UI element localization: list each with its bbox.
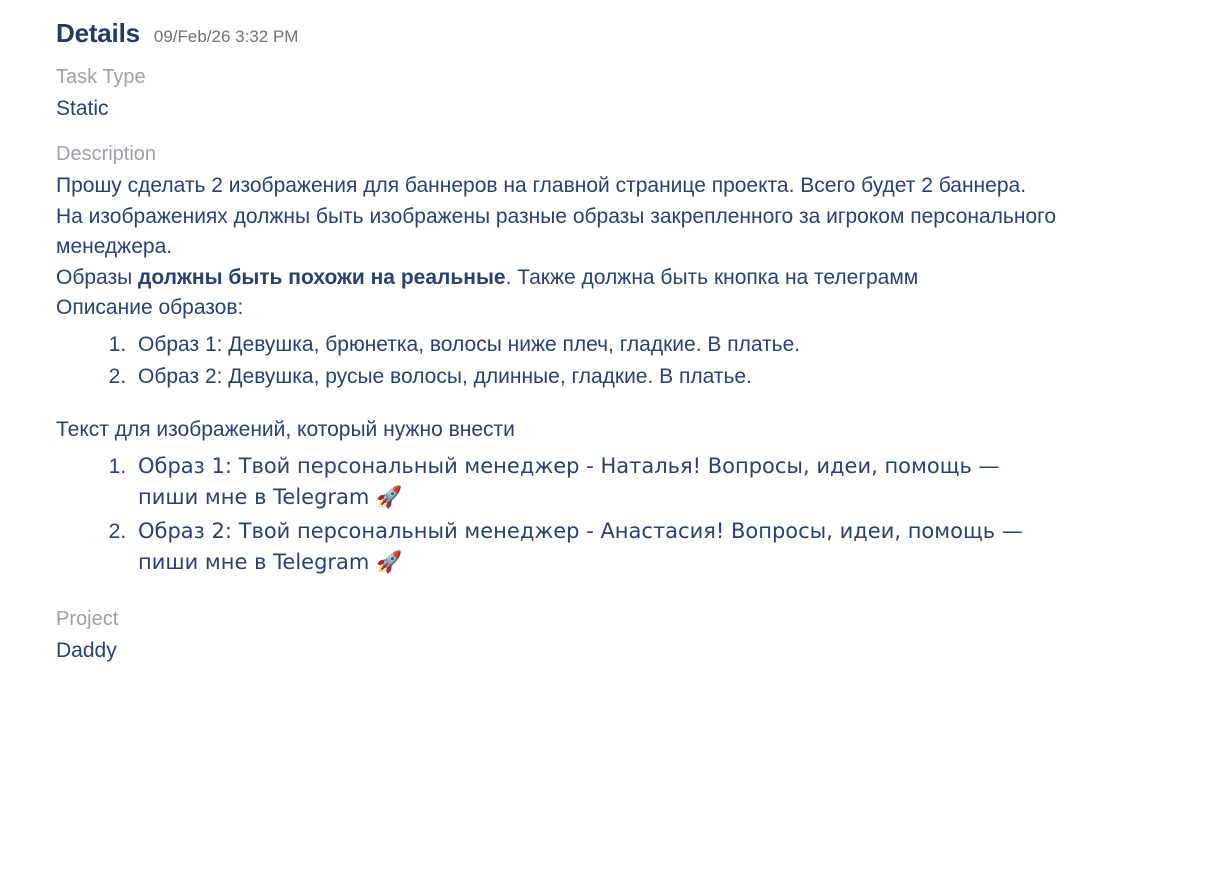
list1-intro: Описание образов: — [56, 296, 244, 320]
list-item — [132, 516, 1056, 579]
description-paragraph-emphasis — [56, 263, 1056, 293]
emphasis-after: . Также должна быть кнопка на телеграмм — [505, 265, 919, 289]
list-item-text: Образ 2: Девушка, русые волосы, длинные, гладкие. В платье. — [138, 365, 752, 389]
description-list-texts — [56, 451, 1056, 579]
list-item — [132, 362, 1056, 392]
project-value: Daddy — [56, 638, 117, 662]
description-list-images — [56, 330, 1056, 393]
description-paragraph: Прошу сделать 2 изображения для баннеров на главной странице проекта. Всего будет 2 баннера. — [56, 174, 1027, 198]
field-description — [56, 140, 1187, 578]
description-label: Description — [56, 143, 157, 166]
list-item-text: Образ 1: Девушка, брюнетка, волосы ниже плеч, гладкие. В платье. — [138, 332, 801, 356]
emphasis-bold: должны быть похожи на реальные — [138, 265, 506, 289]
field-task-type — [56, 63, 1187, 124]
page-title: Details — [56, 18, 140, 48]
description-paragraph: На изображениях должны быть изображены разные образы закрепленного за игроком персонального менеджера. — [56, 204, 1057, 259]
emphasis-before: Образы — [56, 265, 139, 289]
details-header — [56, 18, 1187, 49]
task-type-value: Static — [56, 97, 109, 120]
project-label: Project — [56, 607, 119, 630]
field-project — [56, 605, 1187, 666]
list2-intro: Текст для изображений, который нужно внести — [56, 417, 515, 441]
list-item-text: Образ 2: Твой персональный менеджер - Анастасия! Вопросы, идеи, помощь — пиши мне в Telegram 🚀 — [138, 518, 1023, 575]
task-type-label: Task Type — [56, 66, 146, 88]
list-item-text: Образ 1: Твой персональный менеджер - Наталья! Вопросы, идеи, помощь — пиши мне в Telegram 🚀 — [138, 453, 1000, 510]
list-item — [132, 451, 1056, 514]
list-item — [132, 330, 1056, 360]
description-body — [56, 171, 1056, 578]
details-timestamp: 09/Feb/26 3:32 PM — [153, 27, 299, 46]
